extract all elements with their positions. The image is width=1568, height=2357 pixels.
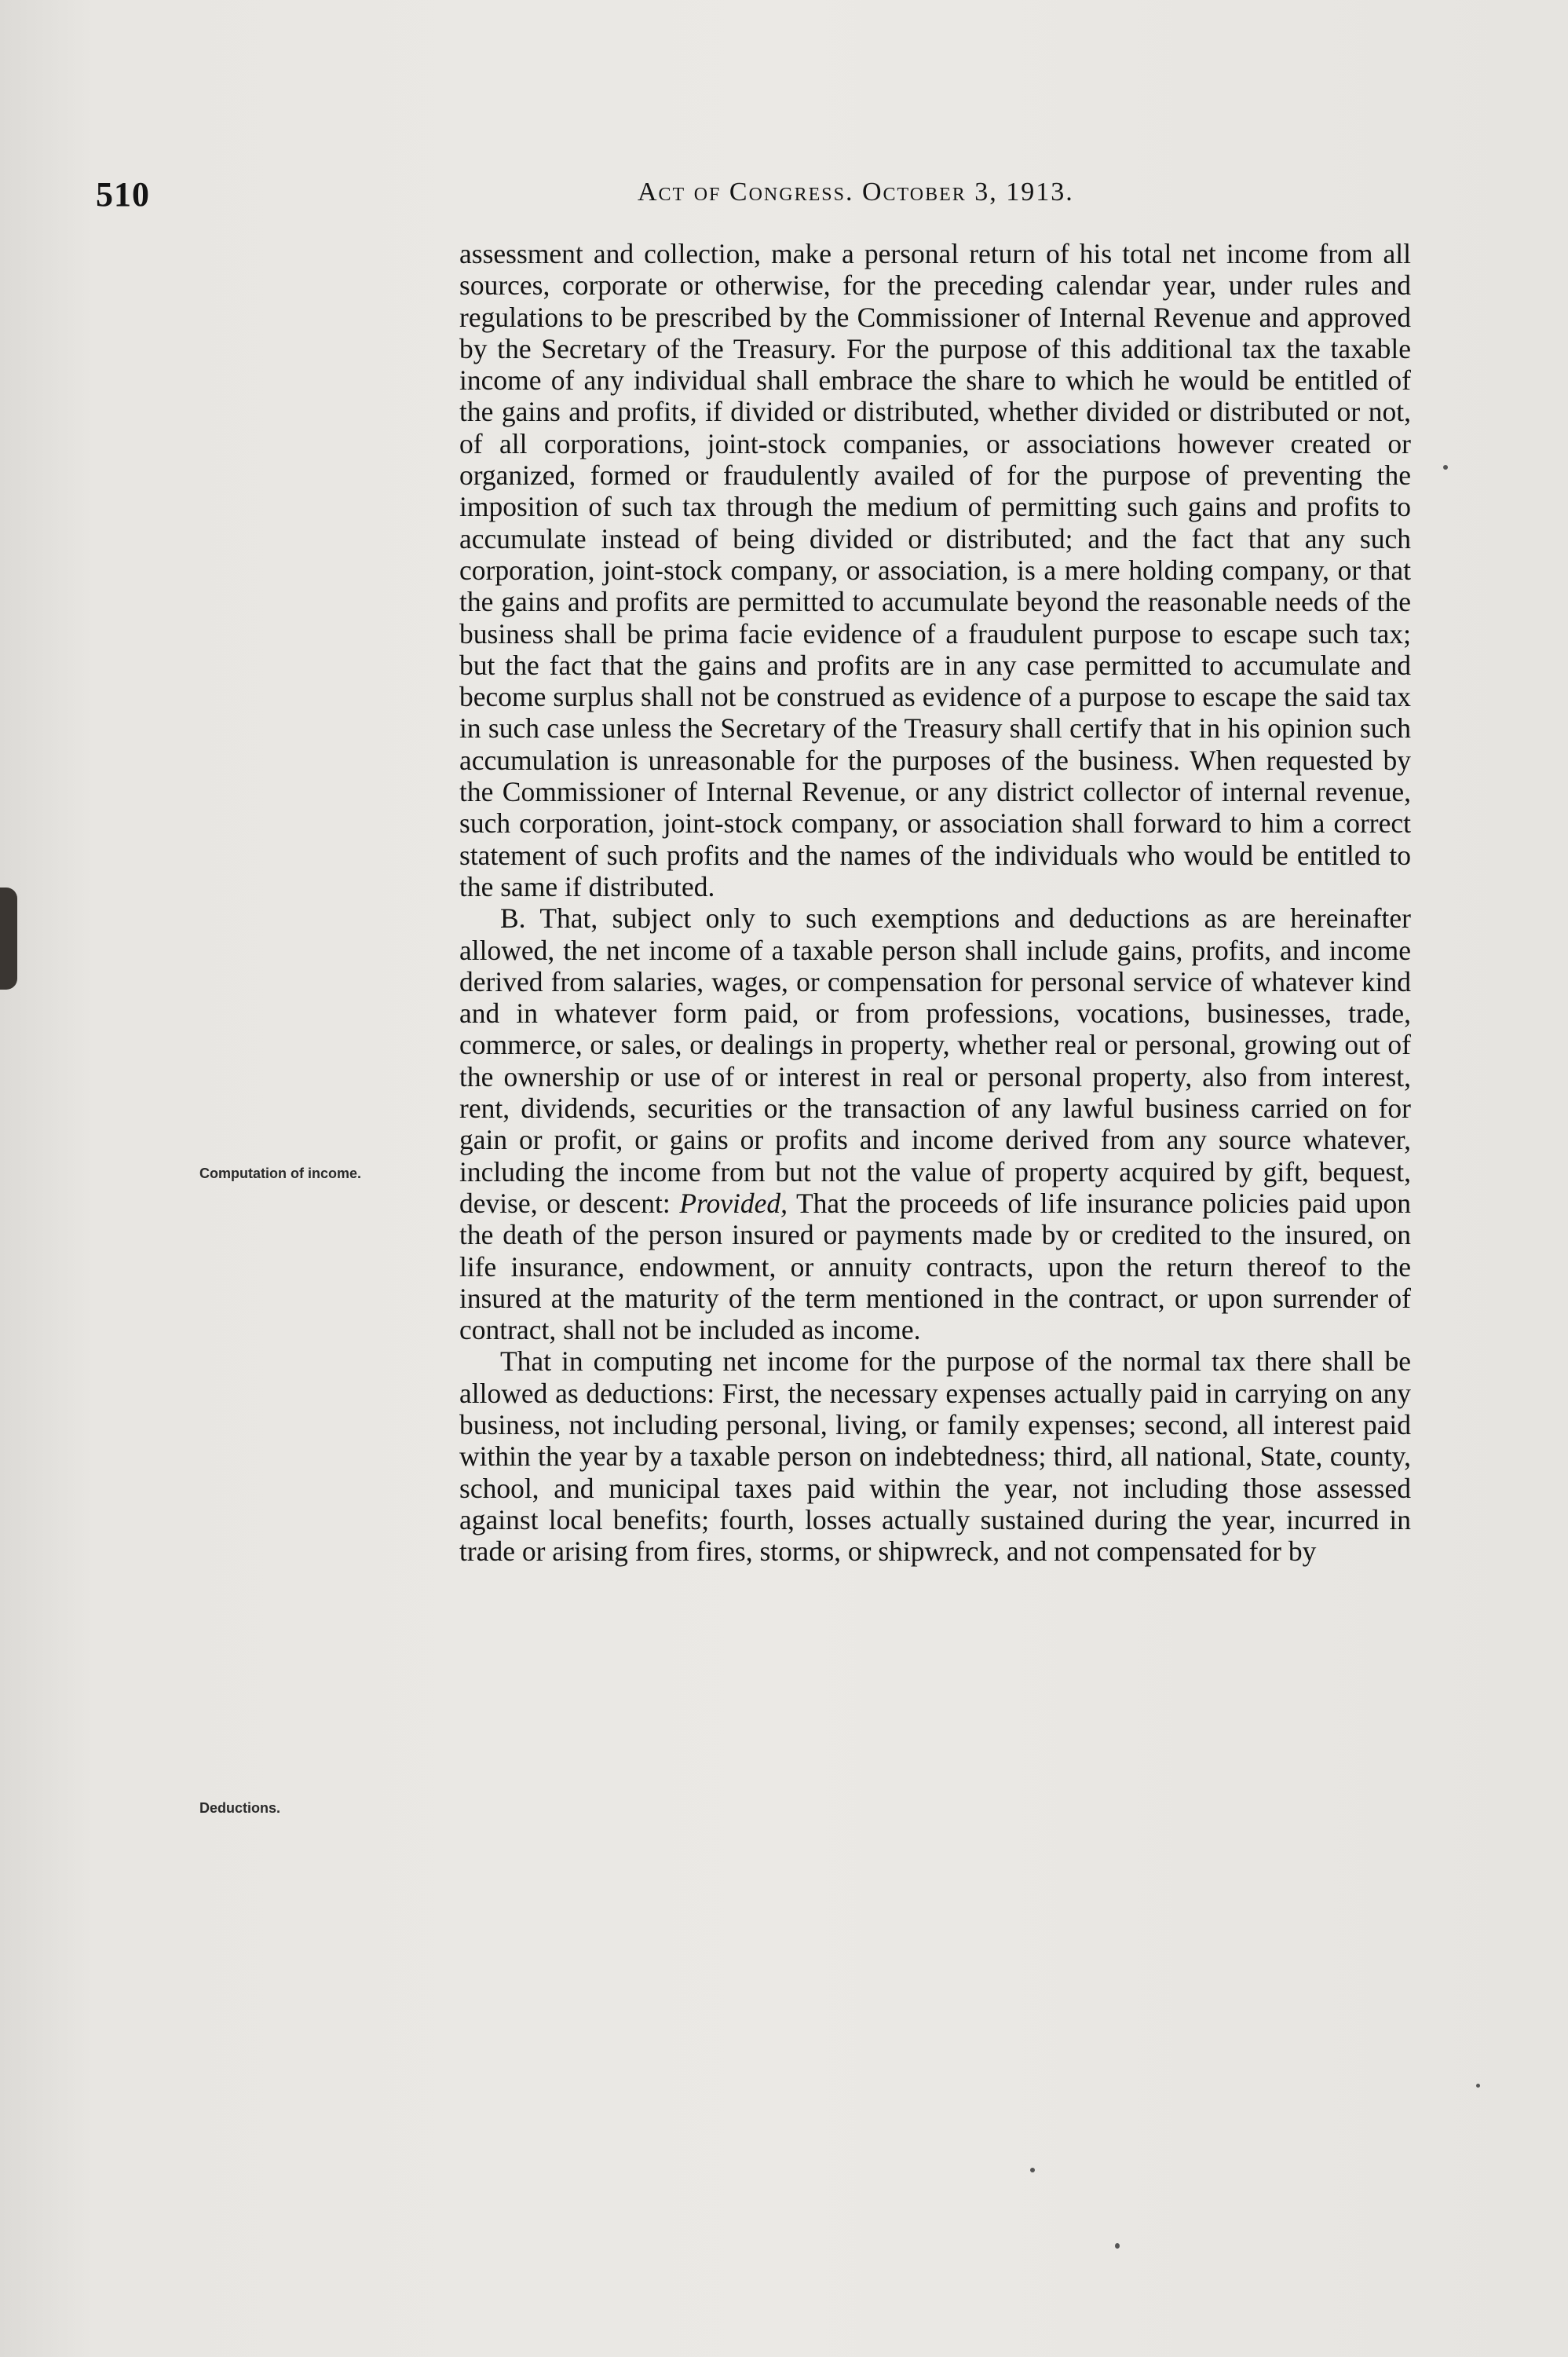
provided-italic: Provided, [679,1187,788,1219]
paragraph-2-text: B. That, subject only to such exemptions and deductions as are hereinafter allowed, the net income of a taxable person shall include gains, profits, and income derived from salaries, wages, or compensation for personal service of whatever kind and in whatever form paid, or from professions, vocations, businesses, trade, commerce, or sales, or dealings in property, whether real or personal, growing out of the ownership or use of or interest in real or personal property, also from interest, rent, dividends, securities or the transaction of any lawful business carried on for gain or profit, or gains or profits and income derived from any source whatever, including the income from but not the value of property acquired by gift, bequest, devise, or descent: [459,902,1411,1219]
running-title: Act of Congress. [638,178,854,207]
paragraph-2 [459,902,1411,1345]
print-speck [1030,2168,1035,2172]
paragraph-3: That in computing net income for the purpose of the normal tax there shall be allowed as deductions: First, the necessary expenses actually paid in carrying on any business, not including personal, living, or family expenses; second, all interest paid within the year by a taxable person on indebtedness; third, all national, State, county, school, and municipal taxes paid within the year, not including those assessed against local benefits; fourth, losses actually sustained during the year, incurred in trade or arising from fires, storms, or shipwreck, and not compensated for by [459,1345,1411,1568]
body-text [459,238,1411,1567]
binding-edge-mark [0,888,17,990]
print-speck [1115,2243,1120,2249]
page-header [96,174,1415,221]
margin-note-deductions: Deductions. [199,1800,281,1816]
running-date: October 3, 1913. [861,178,1074,207]
print-speck [1476,2084,1480,2088]
running-head [638,178,1074,207]
print-speck [1443,465,1448,470]
paragraph-2-text-cont: That the proceeds of life insurance policies paid upon the death of the person insured or payments made by or credited to the insured, on life insurance, endowment, or annuity contracts, upon the return thereof to the insured at the maturity of the term mentioned in the contract, or upon surrender of contract, shall not be included as income. [459,1187,1412,1346]
margin-note-computation: Computation of income. [199,1166,361,1181]
paragraph-1: assessment and collection, make a personal return of his total net income from all sources, corporate or otherwise, for the preceding calendar year, under rules and regulations to be prescribed by the Commissioner of Internal Revenue and approved by the Secretary of the Treasury. For the purpose of this additional tax the taxable income of any individual shall embrace the share to which he would be entitled of the gains and profits, if divided or distributed, whether divided or distributed or not, of all corporations, joint-stock companies, or associations however created or organized, formed or fraudulently availed of for the purpose of preventing the imposition of such tax through the medium of permitting such gains and profits to accumulate instead of being divided or distributed; and the fact that any such corporation, joint-stock company, or association, is a mere holding company, or that the gains and profits are permitted to accumulate beyond the reasonable needs of the business shall be prima facie evidence of a fraudulent purpose to escape such tax; but the fact that the gains and profits are in any case permitted to accumulate and become surplus shall not be construed as evidence of a purpose to escape the said tax in such case unless the Secretary of the Treasury shall certify that in his opinion such accumulation is unreasonable for the purposes of the business. When requested by the Commissioner of Internal Revenue, or any district collector of internal revenue, such corporation, joint-stock company, or association shall forward to him a correct statement of such profits and the names of the individuals who would be entitled to the same if distributed. [459,238,1411,902]
page-number: 510 [96,175,150,214]
